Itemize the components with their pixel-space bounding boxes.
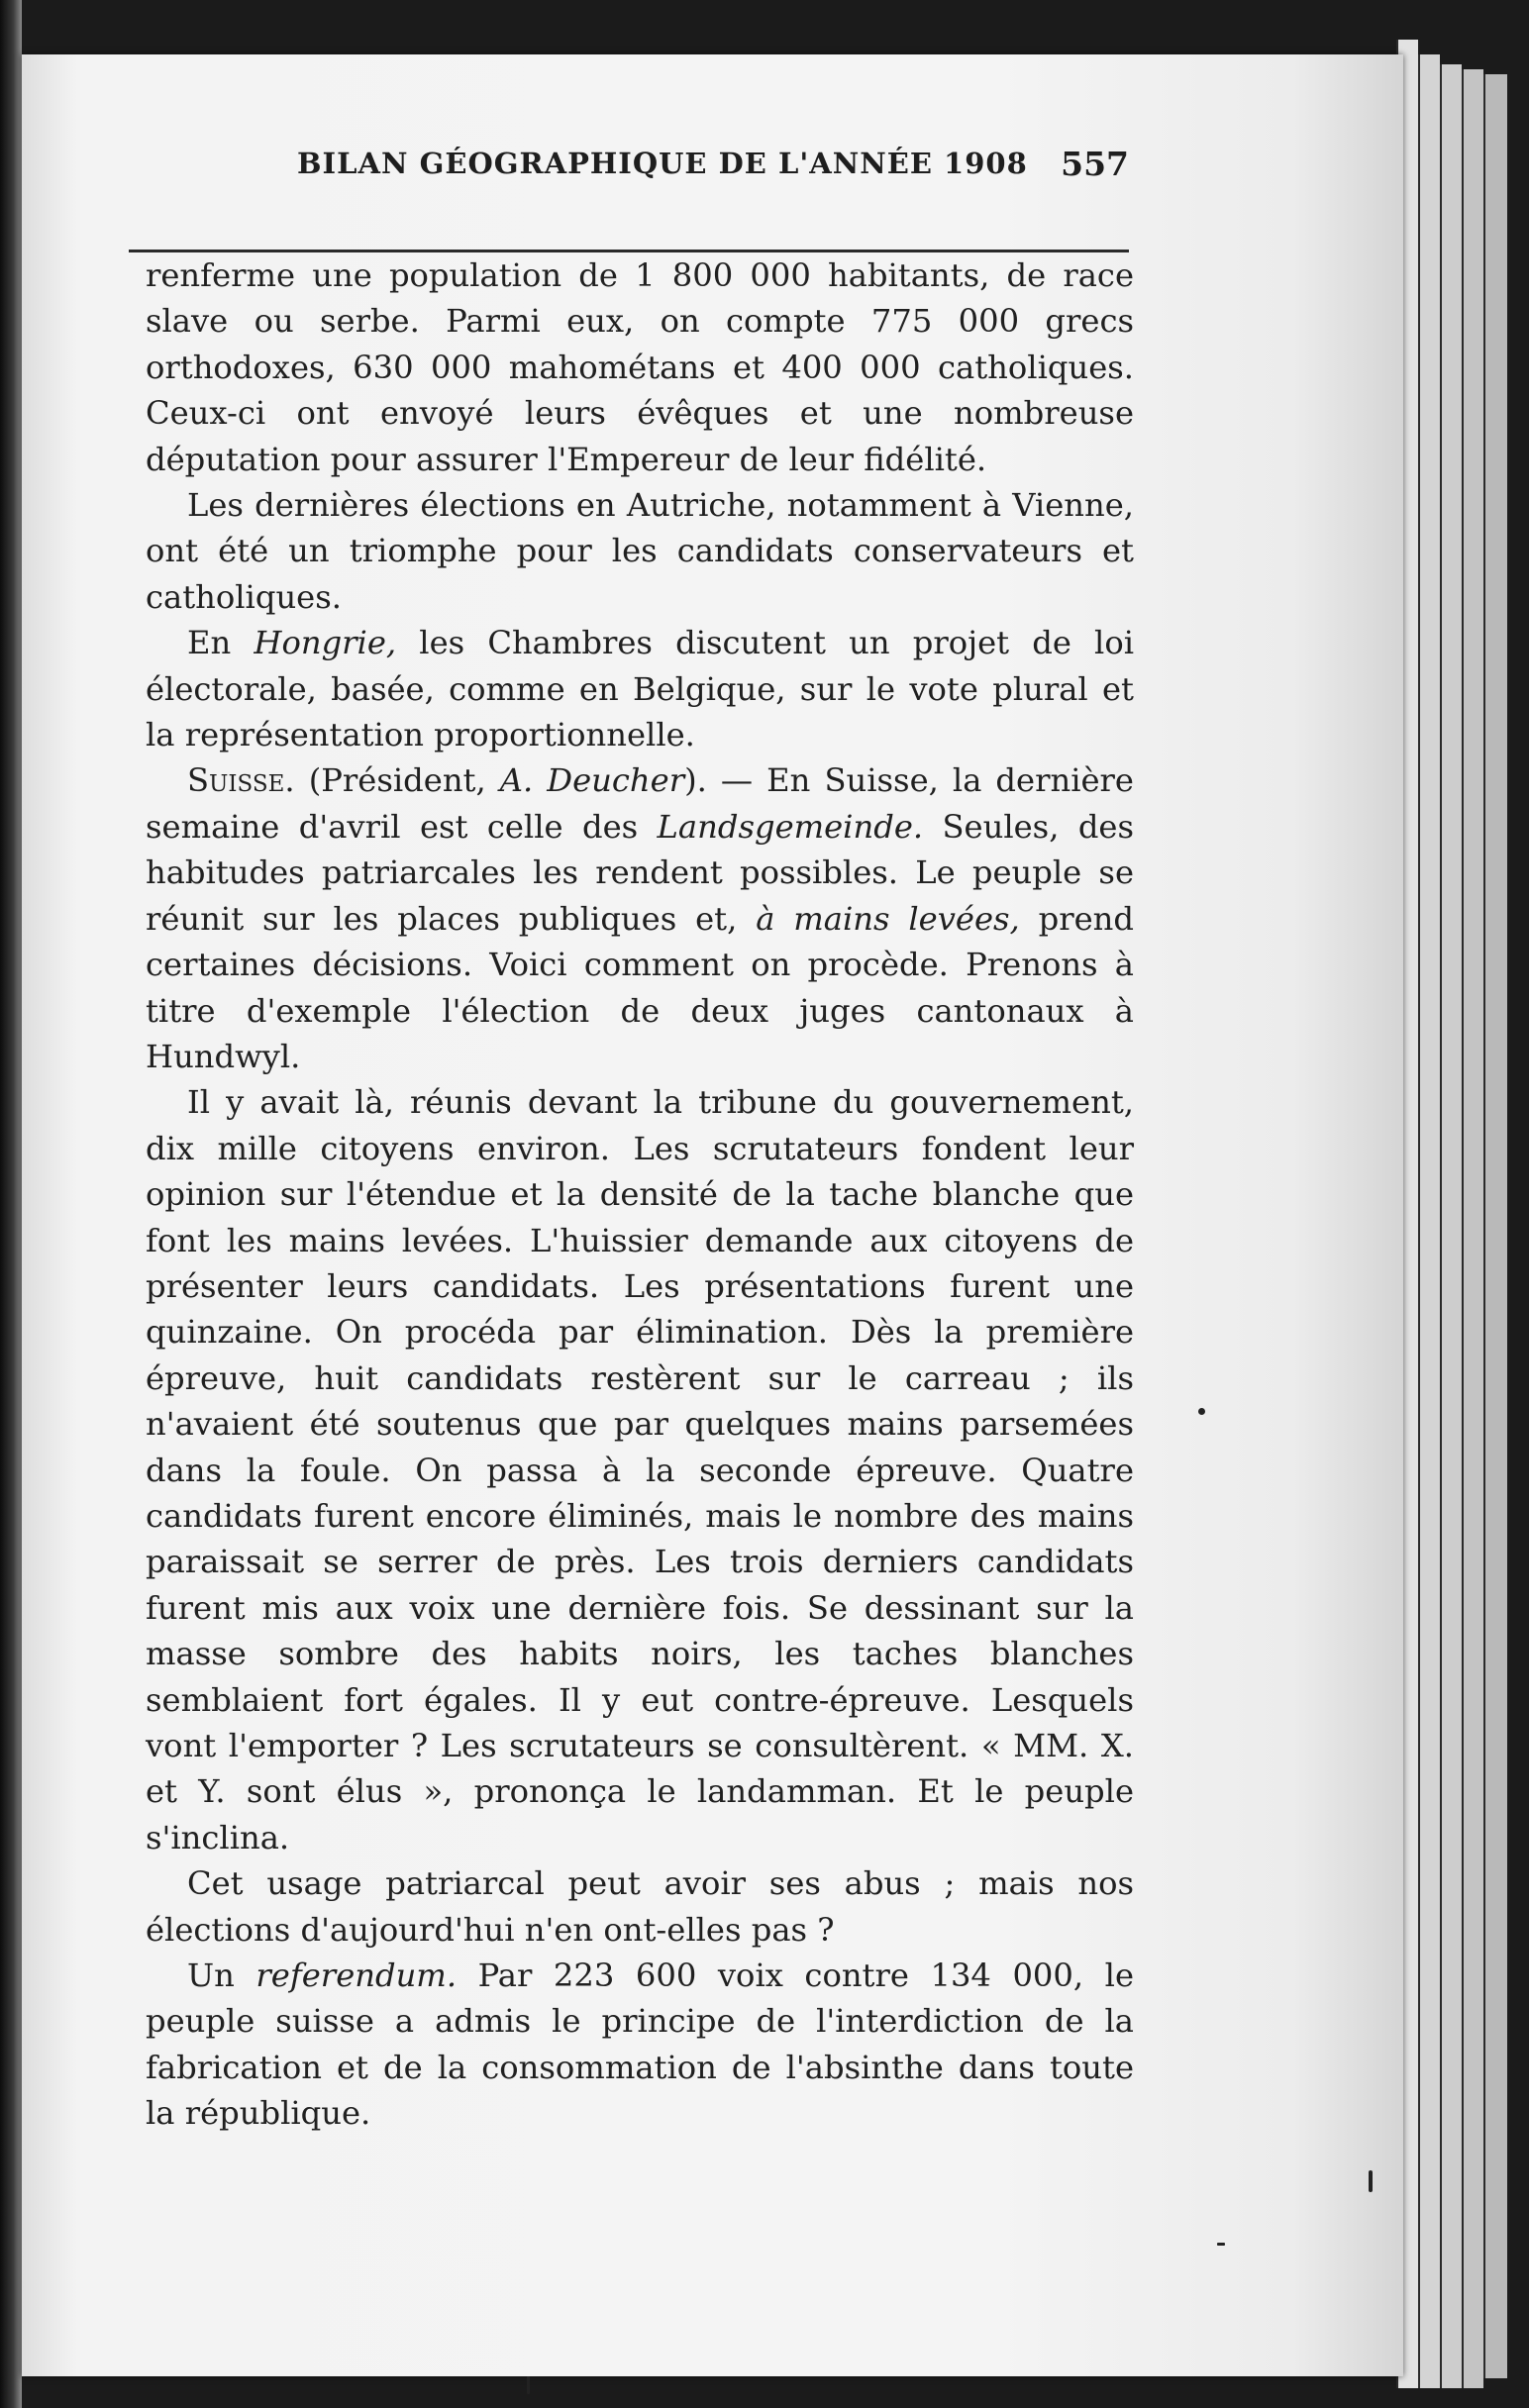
paragraph-autriche: Les dernières élections en Autriche, notamment à Vienne, ont été un triomphe pour les candidats conservateurs et catholiques.: [146, 486, 1134, 616]
page-stack-edge: [1462, 69, 1483, 2388]
page-stack-edge: [1418, 54, 1440, 2388]
dust-speck: [1198, 1408, 1205, 1415]
italic-term: A. Deucher: [499, 761, 685, 800]
text-run: les Chambres discutent un projet de loi électorale, basée, comme en Belgique, sur le vote plural et la représentation proportionnelle.: [146, 624, 1134, 754]
text-run: Un: [187, 1956, 256, 1995]
paper-page: [22, 54, 1403, 2376]
section-lead: Suisse.: [187, 761, 295, 800]
dust-speck: [527, 2376, 530, 2394]
italic-term: Hongrie,: [254, 624, 397, 662]
italic-term: Landsgemeinde.: [657, 807, 924, 846]
page-stack-edge: [1483, 74, 1507, 2378]
italic-term: à mains levées,: [756, 899, 1020, 938]
text-run: En: [187, 624, 255, 662]
text-run: ). — En Suisse, la dernière semaine d'avril est celle des: [146, 761, 1134, 846]
italic-term: referendum.: [255, 1956, 458, 1995]
running-header: [129, 139, 1129, 198]
page-number: 557: [1061, 145, 1129, 183]
dust-speck: [1369, 2170, 1373, 2192]
text-run: Par 223 600 voix contre 134 000, le peuple suisse a admis le principe de l'interdiction de la fabrication et de la consommation de l'absinthe dans toute la république.: [146, 1956, 1134, 2133]
text-run: (Président,: [294, 761, 500, 800]
paragraph-suisse: [146, 757, 1134, 1079]
paragraph-election: Il y avait là, réunis devant la tribune du gouvernement, dix mille citoyens environ. Les scrutateurs fondent leur opinion sur l'étendue et la densité de la tache blanche que font les mains levées. L'huissier demande aux citoyens de présenter leurs candidats. Les présentations furent une quinzaine. On procéda par élimination. Dès la première épreuve, huit candidats restèrent sur le carreau ; ils n'avaient été soutenus que par quelques mains parsemées dans la foule. On passa à la seconde épreuve. Quatre candidats furent encore éliminés, mais le nombre des mains paraissait se serrer de près. Les trois derniers candidats furent mis aux voix une dernière fois. Se dessinant sur la masse sombre des habits noirs, les taches blanches semblaient fort égales. Il y eut contre-épreuve. Lesquels vont l'emporter ? Les scrutateurs se consultèrent. « MM. X. et Y. sont élus », prononça le landamman. Et le peuple s'inclina.: [146, 1083, 1134, 1856]
page-stack-edge: [1440, 64, 1462, 2388]
body-text: [146, 252, 1134, 2137]
paragraph-hongrie: [146, 620, 1134, 757]
facing-page-edge: [0, 0, 22, 2408]
running-title: BILAN GÉOGRAPHIQUE DE L'ANNÉE 1908: [297, 147, 1028, 180]
paragraph-usage: Cet usage patriarcal peut avoir ses abus ; mais nos élections d'aujourd'hui n'en ont-elles pas ?: [146, 1864, 1134, 1949]
text-run: prend certaines décisions. Voici comment on procède. Prenons à titre d'exemple l'élection de deux juges cantonaux à Hundwyl.: [146, 899, 1134, 1075]
paragraph-continued: renferme une population de 1 800 000 habitants, de race slave ou serbe. Parmi eux, on compte 775 000 grecs orthodoxes, 630 000 mahométans et 400 000 catholiques. Ceux-ci ont envoyé leurs évêques et une nombreuse députation pour assurer l'Empereur de leur fidélité.: [146, 256, 1134, 478]
dust-speck: [1217, 2243, 1225, 2246]
text-run: Seules, des habitudes patriarcales les rendent possibles. Le peuple se réunit sur les places publiques et,: [146, 807, 1134, 938]
paragraph-referendum: [146, 1953, 1134, 2137]
